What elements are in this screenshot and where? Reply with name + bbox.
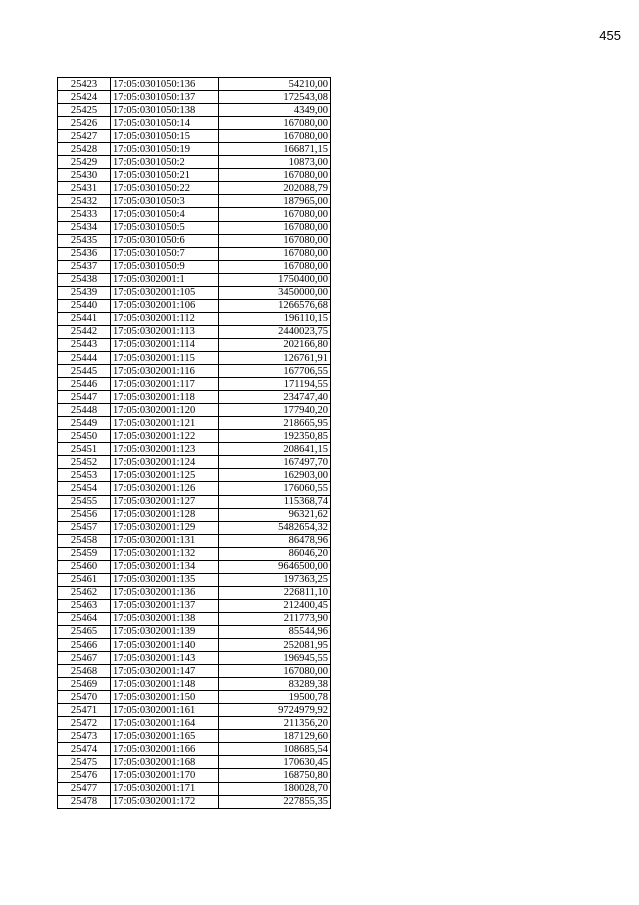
row-number-cell: 25426 [58, 117, 111, 130]
value-cell: 162903,00 [219, 469, 331, 482]
cadastral-number-cell: 17:05:0302001:172 [111, 795, 219, 808]
row-number-cell: 25458 [58, 534, 111, 547]
table-row [58, 378, 331, 391]
table-row [58, 312, 331, 325]
value-cell: 167080,00 [219, 221, 331, 234]
value-cell: 86046,20 [219, 547, 331, 560]
table-row [58, 299, 331, 312]
cadastral-number-cell: 17:05:0302001:139 [111, 625, 219, 638]
value-cell: 196945,55 [219, 652, 331, 665]
value-cell: 212400,45 [219, 599, 331, 612]
row-number-cell: 25449 [58, 417, 111, 430]
row-number-cell: 25474 [58, 743, 111, 756]
table-row [58, 234, 331, 247]
value-cell: 211773,90 [219, 612, 331, 625]
row-number-cell: 25427 [58, 130, 111, 143]
table-row [58, 795, 331, 808]
row-number-cell: 25477 [58, 782, 111, 795]
cadastral-number-cell: 17:05:0301050:9 [111, 260, 219, 273]
row-number-cell: 25446 [58, 378, 111, 391]
table-row [58, 404, 331, 417]
cadastral-number-cell: 17:05:0302001:170 [111, 769, 219, 782]
table-row [58, 273, 331, 286]
value-cell: 3450000,00 [219, 286, 331, 299]
row-number-cell: 25428 [58, 143, 111, 156]
value-cell: 168750,80 [219, 769, 331, 782]
row-number-cell: 25442 [58, 325, 111, 338]
value-cell: 187965,00 [219, 195, 331, 208]
value-cell: 19500,78 [219, 691, 331, 704]
table-row [58, 208, 331, 221]
cadastral-number-cell: 17:05:0301050:137 [111, 91, 219, 104]
value-cell: 86478,96 [219, 534, 331, 547]
row-number-cell: 25444 [58, 351, 111, 364]
value-cell: 202166,80 [219, 338, 331, 351]
value-cell: 167080,00 [219, 117, 331, 130]
cadastral-number-cell: 17:05:0302001:128 [111, 508, 219, 521]
table-row [58, 391, 331, 404]
cadastral-number-cell: 17:05:0302001:1 [111, 273, 219, 286]
cadastral-number-cell: 17:05:0302001:137 [111, 599, 219, 612]
row-number-cell: 25438 [58, 273, 111, 286]
cadastral-number-cell: 17:05:0302001:132 [111, 547, 219, 560]
cadastral-number-cell: 17:05:0302001:147 [111, 665, 219, 678]
table-row [58, 704, 331, 717]
row-number-cell: 25471 [58, 704, 111, 717]
value-cell: 211356,20 [219, 717, 331, 730]
cadastral-number-cell: 17:05:0302001:166 [111, 743, 219, 756]
value-cell: 108685,54 [219, 743, 331, 756]
table-row [58, 169, 331, 182]
cadastral-number-cell: 17:05:0302001:171 [111, 782, 219, 795]
table-row [58, 117, 331, 130]
table-row [58, 247, 331, 260]
row-number-cell: 25430 [58, 169, 111, 182]
row-number-cell: 25434 [58, 221, 111, 234]
row-number-cell: 25435 [58, 234, 111, 247]
table-row [58, 456, 331, 469]
table-row [58, 351, 331, 364]
row-number-cell: 25456 [58, 508, 111, 521]
table-row [58, 743, 331, 756]
row-number-cell: 25469 [58, 678, 111, 691]
value-cell: 202088,79 [219, 182, 331, 195]
table-row [58, 782, 331, 795]
value-cell: 1750400,00 [219, 273, 331, 286]
value-cell: 177940,20 [219, 404, 331, 417]
table-row [58, 652, 331, 665]
cadastral-number-cell: 17:05:0302001:127 [111, 495, 219, 508]
value-cell: 5482654,32 [219, 521, 331, 534]
table-row [58, 430, 331, 443]
cadastral-number-cell: 17:05:0302001:165 [111, 730, 219, 743]
table-row [58, 143, 331, 156]
row-number-cell: 25454 [58, 482, 111, 495]
row-number-cell: 25465 [58, 625, 111, 638]
cadastral-value-table [57, 77, 331, 809]
row-number-cell: 25441 [58, 312, 111, 325]
value-cell: 4349,00 [219, 104, 331, 117]
page-number: 455 [599, 28, 621, 43]
row-number-cell: 25459 [58, 547, 111, 560]
cadastral-number-cell: 17:05:0302001:113 [111, 325, 219, 338]
value-cell: 208641,15 [219, 443, 331, 456]
row-number-cell: 25423 [58, 78, 111, 91]
row-number-cell: 25453 [58, 469, 111, 482]
cadastral-number-cell: 17:05:0302001:136 [111, 586, 219, 599]
row-number-cell: 25445 [58, 365, 111, 378]
value-cell: 167080,00 [219, 169, 331, 182]
cadastral-number-cell: 17:05:0302001:125 [111, 469, 219, 482]
cadastral-number-cell: 17:05:0302001:105 [111, 286, 219, 299]
cadastral-number-cell: 17:05:0302001:129 [111, 521, 219, 534]
cadastral-number-cell: 17:05:0301050:21 [111, 169, 219, 182]
value-cell: 9646500,00 [219, 560, 331, 573]
table-row [58, 639, 331, 652]
table-row [58, 717, 331, 730]
table-row [58, 365, 331, 378]
row-number-cell: 25455 [58, 495, 111, 508]
row-number-cell: 25462 [58, 586, 111, 599]
value-cell: 1266576,68 [219, 299, 331, 312]
table-row [58, 508, 331, 521]
table-row [58, 469, 331, 482]
cadastral-number-cell: 17:05:0302001:115 [111, 351, 219, 364]
cadastral-number-cell: 17:05:0302001:118 [111, 391, 219, 404]
value-cell: 167706,55 [219, 365, 331, 378]
cadastral-number-cell: 17:05:0302001:116 [111, 365, 219, 378]
table-row [58, 260, 331, 273]
row-number-cell: 25467 [58, 652, 111, 665]
value-cell: 167080,00 [219, 247, 331, 260]
row-number-cell: 25473 [58, 730, 111, 743]
table-row [58, 482, 331, 495]
cadastral-number-cell: 17:05:0302001:114 [111, 338, 219, 351]
cadastral-number-cell: 17:05:0302001:124 [111, 456, 219, 469]
row-number-cell: 25447 [58, 391, 111, 404]
cadastral-number-cell: 17:05:0301050:15 [111, 130, 219, 143]
cadastral-number-cell: 17:05:0302001:168 [111, 756, 219, 769]
value-cell: 2440023,75 [219, 325, 331, 338]
table-row [58, 195, 331, 208]
value-cell: 126761,91 [219, 351, 331, 364]
value-cell: 10873,00 [219, 156, 331, 169]
value-cell: 166871,15 [219, 143, 331, 156]
row-number-cell: 25443 [58, 338, 111, 351]
cadastral-number-cell: 17:05:0302001:112 [111, 312, 219, 325]
cadastral-number-cell: 17:05:0302001:161 [111, 704, 219, 717]
table-row [58, 625, 331, 638]
row-number-cell: 25470 [58, 691, 111, 704]
row-number-cell: 25464 [58, 612, 111, 625]
cadastral-number-cell: 17:05:0302001:122 [111, 430, 219, 443]
value-cell: 226811,10 [219, 586, 331, 599]
table-row [58, 730, 331, 743]
row-number-cell: 25460 [58, 560, 111, 573]
row-number-cell: 25424 [58, 91, 111, 104]
value-cell: 252081,95 [219, 639, 331, 652]
table-row [58, 91, 331, 104]
value-cell: 196110,15 [219, 312, 331, 325]
row-number-cell: 25457 [58, 521, 111, 534]
value-cell: 9724979,92 [219, 704, 331, 717]
value-cell: 83289,38 [219, 678, 331, 691]
value-cell: 176060,55 [219, 482, 331, 495]
row-number-cell: 25432 [58, 195, 111, 208]
value-cell: 167080,00 [219, 234, 331, 247]
row-number-cell: 25439 [58, 286, 111, 299]
table-row [58, 417, 331, 430]
table-row [58, 221, 331, 234]
value-cell: 167080,00 [219, 208, 331, 221]
table-row [58, 599, 331, 612]
row-number-cell: 25468 [58, 665, 111, 678]
value-cell: 171194,55 [219, 378, 331, 391]
cadastral-number-cell: 17:05:0301050:22 [111, 182, 219, 195]
row-number-cell: 25478 [58, 795, 111, 808]
cadastral-number-cell: 17:05:0302001:123 [111, 443, 219, 456]
cadastral-number-cell: 17:05:0301050:136 [111, 78, 219, 91]
table-row [58, 547, 331, 560]
row-number-cell: 25425 [58, 104, 111, 117]
row-number-cell: 25466 [58, 639, 111, 652]
value-cell: 96321,62 [219, 508, 331, 521]
table-row [58, 586, 331, 599]
row-number-cell: 25451 [58, 443, 111, 456]
table-row [58, 665, 331, 678]
value-cell: 234747,40 [219, 391, 331, 404]
table-row [58, 443, 331, 456]
cadastral-number-cell: 17:05:0302001:150 [111, 691, 219, 704]
cadastral-number-cell: 17:05:0302001:120 [111, 404, 219, 417]
table-row [58, 495, 331, 508]
cadastral-number-cell: 17:05:0301050:2 [111, 156, 219, 169]
table-row [58, 325, 331, 338]
row-number-cell: 25475 [58, 756, 111, 769]
row-number-cell: 25463 [58, 599, 111, 612]
row-number-cell: 25476 [58, 769, 111, 782]
value-cell: 197363,25 [219, 573, 331, 586]
value-cell: 180028,70 [219, 782, 331, 795]
table-row [58, 156, 331, 169]
value-cell: 167080,00 [219, 130, 331, 143]
value-cell: 167497,70 [219, 456, 331, 469]
table-row [58, 691, 331, 704]
value-cell: 172543,08 [219, 91, 331, 104]
row-number-cell: 25431 [58, 182, 111, 195]
table-row [58, 678, 331, 691]
row-number-cell: 25461 [58, 573, 111, 586]
value-cell: 167080,00 [219, 260, 331, 273]
table-row [58, 78, 331, 91]
table-row [58, 521, 331, 534]
cadastral-number-cell: 17:05:0302001:117 [111, 378, 219, 391]
table-row [58, 286, 331, 299]
row-number-cell: 25429 [58, 156, 111, 169]
cadastral-number-cell: 17:05:0301050:7 [111, 247, 219, 260]
cadastral-number-cell: 17:05:0302001:138 [111, 612, 219, 625]
row-number-cell: 25440 [58, 299, 111, 312]
cadastral-number-cell: 17:05:0302001:126 [111, 482, 219, 495]
value-cell: 218665,95 [219, 417, 331, 430]
table-row [58, 573, 331, 586]
value-cell: 167080,00 [219, 665, 331, 678]
value-cell: 54210,00 [219, 78, 331, 91]
cadastral-number-cell: 17:05:0301050:3 [111, 195, 219, 208]
cadastral-number-cell: 17:05:0302001:121 [111, 417, 219, 430]
cadastral-number-cell: 17:05:0302001:164 [111, 717, 219, 730]
table-row [58, 756, 331, 769]
row-number-cell: 25450 [58, 430, 111, 443]
cadastral-number-cell: 17:05:0302001:148 [111, 678, 219, 691]
table-row [58, 182, 331, 195]
row-number-cell: 25436 [58, 247, 111, 260]
value-cell: 227855,35 [219, 795, 331, 808]
table-row [58, 104, 331, 117]
value-cell: 170630,45 [219, 756, 331, 769]
cadastral-number-cell: 17:05:0302001:140 [111, 639, 219, 652]
table-row [58, 769, 331, 782]
cadastral-number-cell: 17:05:0301050:6 [111, 234, 219, 247]
row-number-cell: 25433 [58, 208, 111, 221]
cadastral-number-cell: 17:05:0301050:5 [111, 221, 219, 234]
value-cell: 85544,96 [219, 625, 331, 638]
row-number-cell: 25437 [58, 260, 111, 273]
table-row [58, 338, 331, 351]
cadastral-number-cell: 17:05:0302001:143 [111, 652, 219, 665]
table-row [58, 560, 331, 573]
row-number-cell: 25472 [58, 717, 111, 730]
table-body [58, 78, 331, 809]
row-number-cell: 25452 [58, 456, 111, 469]
cadastral-number-cell: 17:05:0302001:134 [111, 560, 219, 573]
cadastral-number-cell: 17:05:0301050:19 [111, 143, 219, 156]
table-row [58, 612, 331, 625]
cadastral-number-cell: 17:05:0301050:4 [111, 208, 219, 221]
cadastral-number-cell: 17:05:0302001:106 [111, 299, 219, 312]
cadastral-number-cell: 17:05:0301050:14 [111, 117, 219, 130]
table-row [58, 534, 331, 547]
cadastral-number-cell: 17:05:0301050:138 [111, 104, 219, 117]
value-cell: 187129,60 [219, 730, 331, 743]
table-row [58, 130, 331, 143]
value-cell: 192350,85 [219, 430, 331, 443]
row-number-cell: 25448 [58, 404, 111, 417]
cadastral-number-cell: 17:05:0302001:135 [111, 573, 219, 586]
value-cell: 115368,74 [219, 495, 331, 508]
cadastral-number-cell: 17:05:0302001:131 [111, 534, 219, 547]
